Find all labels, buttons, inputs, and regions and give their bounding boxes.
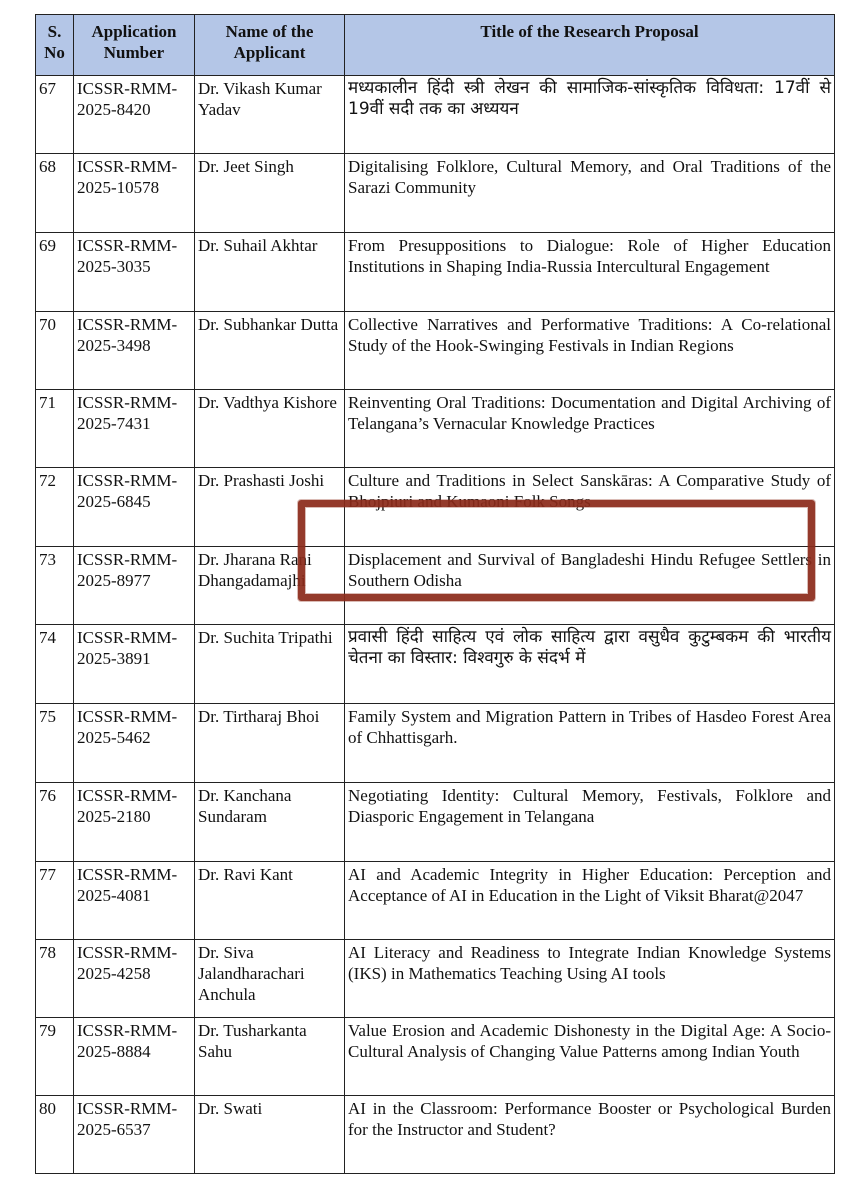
row-application-number: ICSSR-RMM-2025-10578 bbox=[74, 154, 195, 233]
table-row bbox=[36, 783, 835, 862]
row-application-number: ICSSR-RMM-2025-3035 bbox=[74, 233, 195, 312]
header-proposal-title: Title of the Research Proposal bbox=[345, 15, 835, 76]
table-row bbox=[36, 704, 835, 783]
table-row bbox=[36, 1018, 835, 1096]
table-row bbox=[36, 625, 835, 704]
row-sno: 78 bbox=[36, 940, 74, 1018]
row-application-number: ICSSR-RMM-2025-8884 bbox=[74, 1018, 195, 1096]
row-sno: 68 bbox=[36, 154, 74, 233]
row-proposal-title: Reinventing Oral Traditions: Documentation and Digital Archiving of Telangana’s Vernacular Knowledge Practices bbox=[345, 390, 835, 468]
row-application-number: ICSSR-RMM-2025-2180 bbox=[74, 783, 195, 862]
row-sno: 80 bbox=[36, 1096, 74, 1174]
table-row bbox=[36, 154, 835, 233]
row-sno: 75 bbox=[36, 704, 74, 783]
row-sno: 72 bbox=[36, 468, 74, 547]
row-applicant-name: Dr. Subhankar Dutta bbox=[195, 312, 345, 390]
row-proposal-title: Culture and Traditions in Select Sanskāras: A Comparative Study of Bhojpiuri and Kumaoni Folk Songs bbox=[345, 468, 835, 547]
table-row bbox=[36, 468, 835, 547]
table-row bbox=[36, 862, 835, 940]
row-applicant-name: Dr. Suchita Tripathi bbox=[195, 625, 345, 704]
row-proposal-title: AI in the Classroom: Performance Booster or Psychological Burden for the Instructor and Student? bbox=[345, 1096, 835, 1174]
row-applicant-name: Dr. Jeet Singh bbox=[195, 154, 345, 233]
row-proposal-title: Displacement and Survival of Bangladeshi Hindu Refugee Settlers in Southern Odisha bbox=[345, 547, 835, 625]
table-row bbox=[36, 940, 835, 1018]
row-application-number: ICSSR-RMM-2025-8977 bbox=[74, 547, 195, 625]
table-row bbox=[36, 312, 835, 390]
row-applicant-name: Dr. Vadthya Kishore bbox=[195, 390, 345, 468]
header-sno: S. No bbox=[36, 15, 74, 76]
table-row bbox=[36, 1096, 835, 1174]
row-applicant-name: Dr. Siva Jalandharachari Anchula bbox=[195, 940, 345, 1018]
row-proposal-title: मध्यकालीन हिंदी स्त्री लेखन की सामाजिक-सांस्कृतिक विविधता: 17वीं से 19वीं सदी तक का अध्ययन bbox=[345, 76, 835, 154]
row-proposal-title: From Presuppositions to Dialogue: Role of Higher Education Institutions in Shaping India-Russia Intercultural Engagement bbox=[345, 233, 835, 312]
table-row bbox=[36, 233, 835, 312]
row-applicant-name: Dr. Kanchana Sundaram bbox=[195, 783, 345, 862]
row-sno: 73 bbox=[36, 547, 74, 625]
row-applicant-name: Dr. Prashasti Joshi bbox=[195, 468, 345, 547]
row-sno: 74 bbox=[36, 625, 74, 704]
row-sno: 79 bbox=[36, 1018, 74, 1096]
row-application-number: ICSSR-RMM-2025-4258 bbox=[74, 940, 195, 1018]
table-row bbox=[36, 390, 835, 468]
row-application-number: ICSSR-RMM-2025-6845 bbox=[74, 468, 195, 547]
row-sno: 76 bbox=[36, 783, 74, 862]
row-application-number: ICSSR-RMM-2025-4081 bbox=[74, 862, 195, 940]
row-proposal-title: Value Erosion and Academic Dishonesty in the Digital Age: A Socio-Cultural Analysis of Changing Value Patterns among Indian Youth bbox=[345, 1018, 835, 1096]
row-applicant-name: Dr. Swati bbox=[195, 1096, 345, 1174]
row-proposal-title: प्रवासी हिंदी साहित्य एवं लोक साहित्य द्वारा वसुधैव कुटुम्बकम की भारतीय चेतना का विस्तार: विश्वगुरु के संदर्भ में bbox=[345, 625, 835, 704]
row-proposal-title: Digitalising Folklore, Cultural Memory, and Oral Traditions of the Sarazi Community bbox=[345, 154, 835, 233]
row-proposal-title: AI and Academic Integrity in Higher Education: Perception and Acceptance of AI in Education in the Light of Viksit Bharat@2047 bbox=[345, 862, 835, 940]
row-applicant-name: Dr. Vikash Kumar Yadav bbox=[195, 76, 345, 154]
row-application-number: ICSSR-RMM-2025-8420 bbox=[74, 76, 195, 154]
row-application-number: ICSSR-RMM-2025-5462 bbox=[74, 704, 195, 783]
proposals-table bbox=[35, 14, 835, 1174]
row-proposal-title: Negotiating Identity: Cultural Memory, Festivals, Folklore and Diasporic Engagement in Telangana bbox=[345, 783, 835, 862]
row-sno: 77 bbox=[36, 862, 74, 940]
row-sno: 67 bbox=[36, 76, 74, 154]
row-applicant-name: Dr. Suhail Akhtar bbox=[195, 233, 345, 312]
document-page bbox=[35, 14, 834, 1174]
row-applicant-name: Dr. Tirtharaj Bhoi bbox=[195, 704, 345, 783]
row-sno: 71 bbox=[36, 390, 74, 468]
row-application-number: ICSSR-RMM-2025-3891 bbox=[74, 625, 195, 704]
row-application-number: ICSSR-RMM-2025-7431 bbox=[74, 390, 195, 468]
table-row bbox=[36, 547, 835, 625]
row-application-number: ICSSR-RMM-2025-6537 bbox=[74, 1096, 195, 1174]
row-application-number: ICSSR-RMM-2025-3498 bbox=[74, 312, 195, 390]
table-row bbox=[36, 76, 835, 154]
row-proposal-title: AI Literacy and Readiness to Integrate Indian Knowledge Systems (IKS) in Mathematics Teaching Using AI tools bbox=[345, 940, 835, 1018]
row-sno: 70 bbox=[36, 312, 74, 390]
row-applicant-name: Dr. Jharana Rani Dhangadamajhi bbox=[195, 547, 345, 625]
row-proposal-title: Collective Narratives and Performative Traditions: A Co-relational Study of the Hook-Swinging Festivals in Indian Regions bbox=[345, 312, 835, 390]
row-applicant-name: Dr. Ravi Kant bbox=[195, 862, 345, 940]
row-sno: 69 bbox=[36, 233, 74, 312]
row-proposal-title: Family System and Migration Pattern in Tribes of Hasdeo Forest Area of Chhattisgarh. bbox=[345, 704, 835, 783]
header-application-number: Application Number bbox=[74, 15, 195, 76]
table-header-row bbox=[36, 15, 835, 76]
header-applicant-name: Name of the Applicant bbox=[195, 15, 345, 76]
row-applicant-name: Dr. Tusharkanta Sahu bbox=[195, 1018, 345, 1096]
